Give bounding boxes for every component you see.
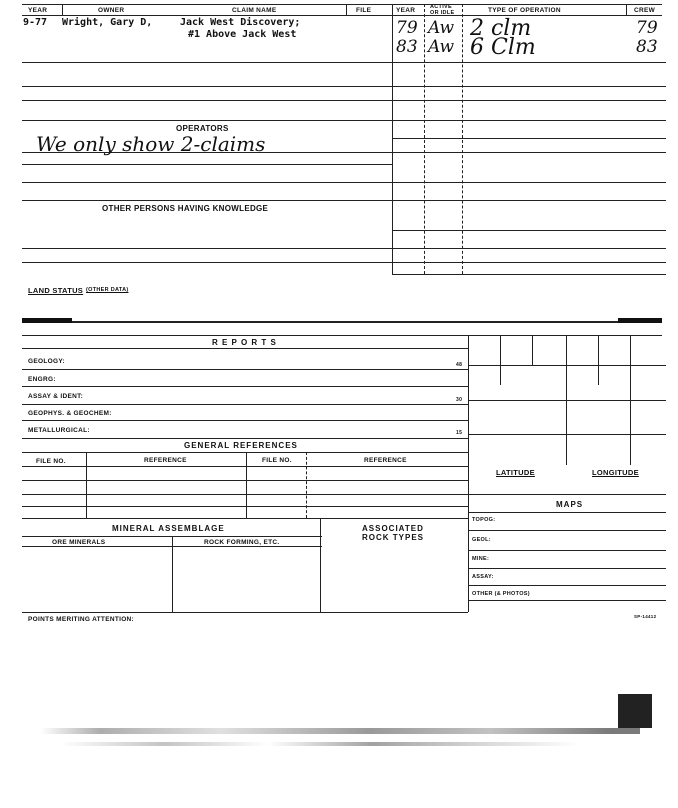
ore-minerals-label: ORE MINERALS (52, 539, 106, 546)
claim-line-2: #1 Above Jack West (188, 29, 297, 40)
associated-line1: ASSOCIATED (362, 524, 424, 533)
report-label-metallurgical: METALLURGICAL: (28, 427, 90, 434)
header-year: YEAR (28, 7, 48, 14)
header-type-of-operation: TYPE OF OPERATION (488, 7, 561, 14)
maps-other: OTHER (& PHOTOS) (472, 591, 530, 597)
gr-file-no-2: FILE NO. (262, 457, 292, 464)
operators-title: OPERATORS (176, 124, 229, 133)
header-active: ACTIVE (430, 4, 452, 10)
land-status-sub: (OTHER DATA) (86, 287, 129, 293)
latitude-label: LATITUDE (496, 468, 535, 477)
other-persons-title: OTHER PERSONS HAVING KNOWLEDGE (102, 204, 269, 213)
owner-years: 9-77 (23, 17, 48, 28)
activity-operation-1: 2 clm (470, 16, 532, 41)
claim-line-1: Jack West Discovery; (180, 17, 301, 28)
general-references-title: GENERAL REFERENCES (184, 441, 298, 450)
associated-line2: ROCK TYPES (362, 533, 425, 542)
activity-crew-2: 83 (636, 37, 658, 57)
gr-file-no: FILE NO. (36, 458, 66, 465)
smudge-right (618, 318, 662, 323)
header-owner: OWNER (98, 7, 125, 14)
header-claim-name: CLAIM NAME (232, 7, 277, 14)
report-label-engrg: ENGRG: (28, 376, 56, 383)
maps-title: MAPS (556, 500, 584, 509)
points-meriting-attention: POINTS MERITING ATTENTION: (28, 616, 135, 623)
report-label-geophys: GEOPHYS. & GEOCHEM: (28, 410, 112, 417)
mineral-assemblage-title: MINERAL ASSEMBLAGE (112, 524, 225, 533)
reports-title: R E P O R T S (212, 338, 277, 347)
activity-year-1: 79 (396, 18, 418, 38)
header-file: FILE (356, 7, 372, 14)
report-num-metallurgical: 15 (456, 430, 463, 436)
header-or-idle: OR IDLE (430, 10, 455, 16)
operators-note: We only show 2-claims (36, 132, 266, 156)
rock-forming-label: ROCK FORMING, ETC. (204, 539, 280, 546)
activity-crew-1: 79 (636, 18, 658, 38)
maps-geol: GEOL: (472, 537, 491, 543)
gr-reference-2: REFERENCE (364, 457, 407, 464)
owner-name: Wright, Gary D, (62, 17, 153, 28)
header-crew: CREW (634, 7, 656, 14)
maps-mine: MINE: (472, 556, 490, 562)
activity-operation-2: 6 Clm (470, 35, 536, 60)
report-label-geology: GEOLOGY: (28, 358, 65, 365)
smudge-left (22, 318, 72, 323)
gr-reference: REFERENCE (144, 457, 187, 464)
longitude-label: LONGITUDE (592, 468, 639, 477)
maps-assay: ASSAY: (472, 574, 494, 580)
maps-topog: TOPOG: (472, 517, 496, 523)
activity-status-1: Aw (428, 18, 455, 38)
report-num-assay: 30 (456, 397, 463, 403)
land-status-title: LAND STATUS (28, 286, 84, 295)
activity-year-2: 83 (396, 37, 418, 57)
report-num-geology: 48 (456, 362, 463, 368)
header-year2: YEAR (396, 7, 416, 14)
form-code: SP-14412 (634, 614, 657, 619)
report-label-assay: ASSAY & IDENT: (28, 393, 84, 400)
activity-status-2: Aw (428, 37, 455, 57)
